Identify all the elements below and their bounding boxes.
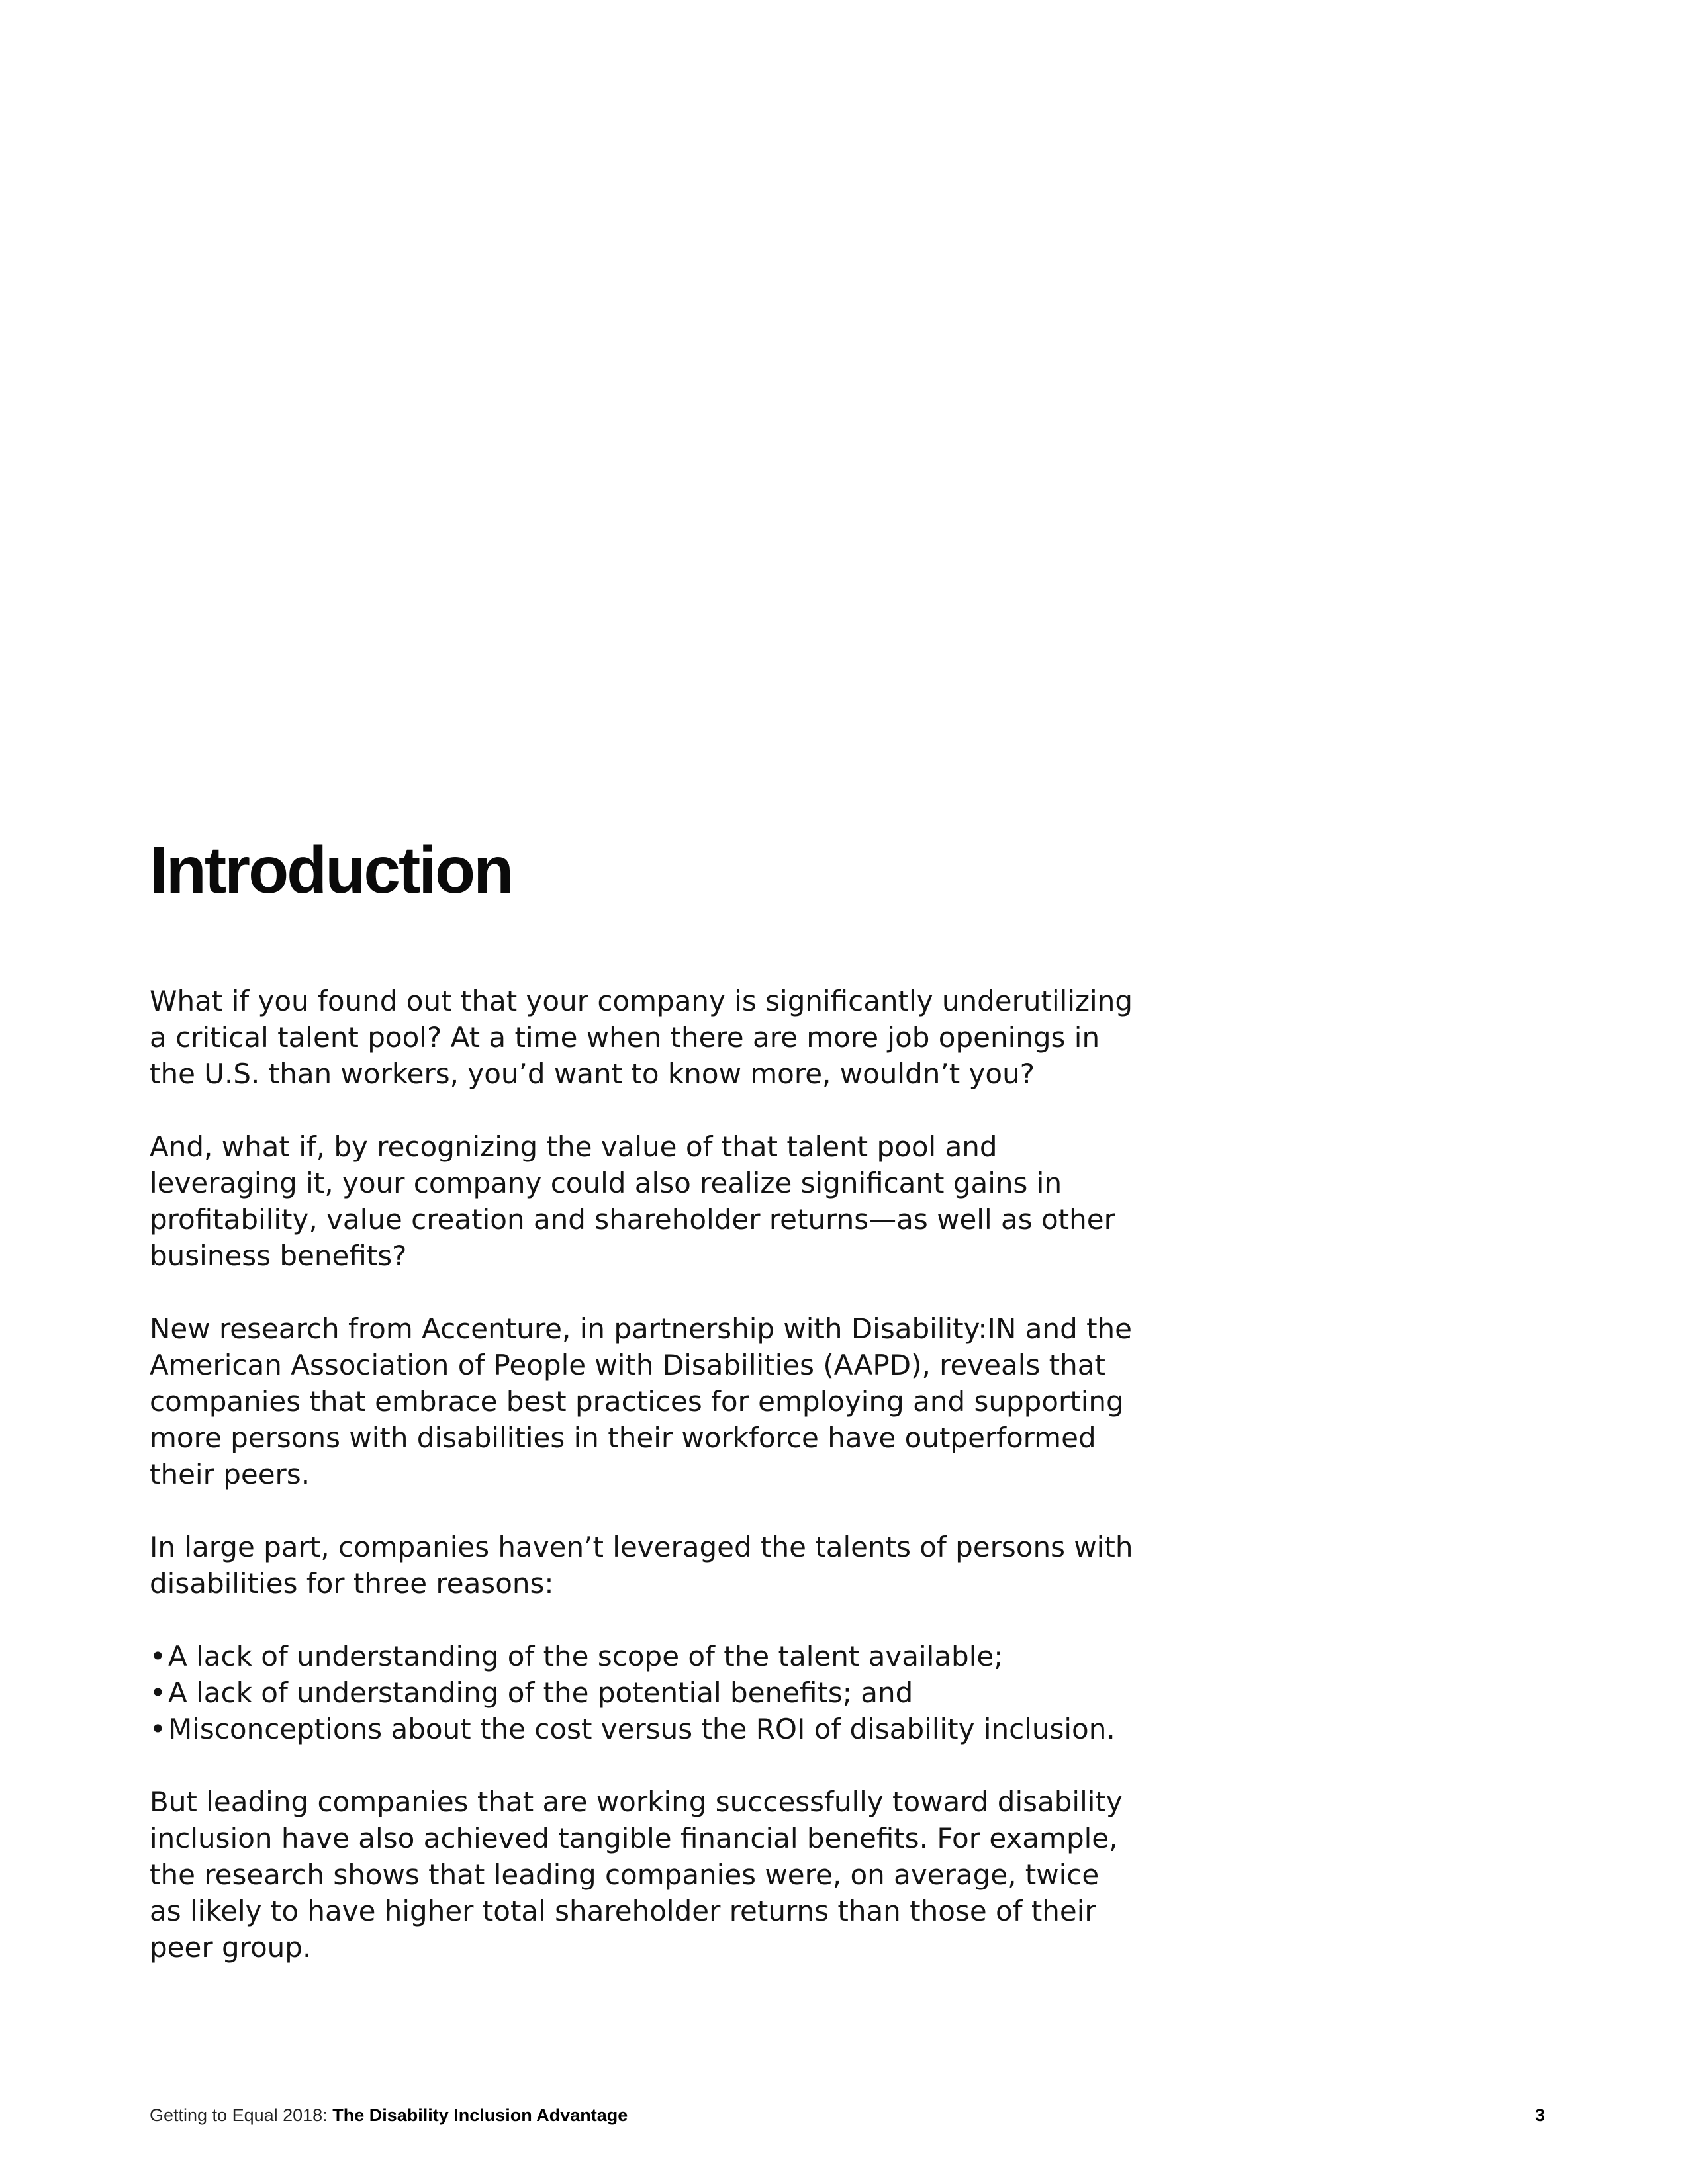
page-footer xyxy=(150,2102,1545,2128)
bullet-icon: • xyxy=(150,1713,166,1745)
list-item-text: Misconceptions about the cost versus the ROI of disability inclusion. xyxy=(168,1713,1115,1745)
page-number: 3 xyxy=(1534,2105,1545,2125)
paragraph-intro-question: What if you found out that your company is significantly underutilizing a critical talent pool? At a time when there are more job openings in the U.S. than workers, you’d want to know more, wouldn’t you? xyxy=(150,985,1133,1090)
list-item-text: A lack of understanding of the scope of the talent available; xyxy=(168,1640,1004,1672)
body-text xyxy=(150,983,1196,1966)
bullet-icon: • xyxy=(150,1640,166,1672)
page-title: Introduction xyxy=(150,833,512,907)
paragraph-research-findings: New research from Accenture, in partnership with Disability:IN and the American Association of People with Disabilities (AAPD), reveals that companies that embrace best practices for employing and supporting more persons with disabilities in their workforce have outperformed their peers. xyxy=(150,1312,1133,1490)
introduction-section xyxy=(150,831,1196,2002)
footer-series-name: Getting to Equal 2018: xyxy=(150,2105,333,2125)
paragraph-three-reasons: In large part, companies haven’t leveraged the talents of persons with disabilities for three reasons: xyxy=(150,1531,1133,1600)
list-item xyxy=(150,1638,1196,1674)
reasons-list xyxy=(150,1638,1196,1747)
paragraph-value-question: And, what if, by recognizing the value of that talent pool and leveraging it, your company could also realize significant gains in profitability, value creation and shareholder returns—as well as other business benefits? xyxy=(150,1130,1115,1272)
list-item-text: A lack of understanding of the potential benefits; and xyxy=(168,1676,914,1709)
list-item xyxy=(150,1711,1196,1747)
footer-report-title: The Disability Inclusion Advantage xyxy=(332,2105,628,2125)
list-item xyxy=(150,1674,1196,1711)
paragraph-financial-benefits: But leading companies that are working successfully toward disability inclusion have also achieved tangible financial benefits. For example, the research shows that leading companies were, on average, twice as likely to have higher total shareholder returns than those of their peer group. xyxy=(150,1786,1123,1964)
footer-report-label xyxy=(150,2105,628,2126)
bullet-icon: • xyxy=(150,1676,166,1709)
